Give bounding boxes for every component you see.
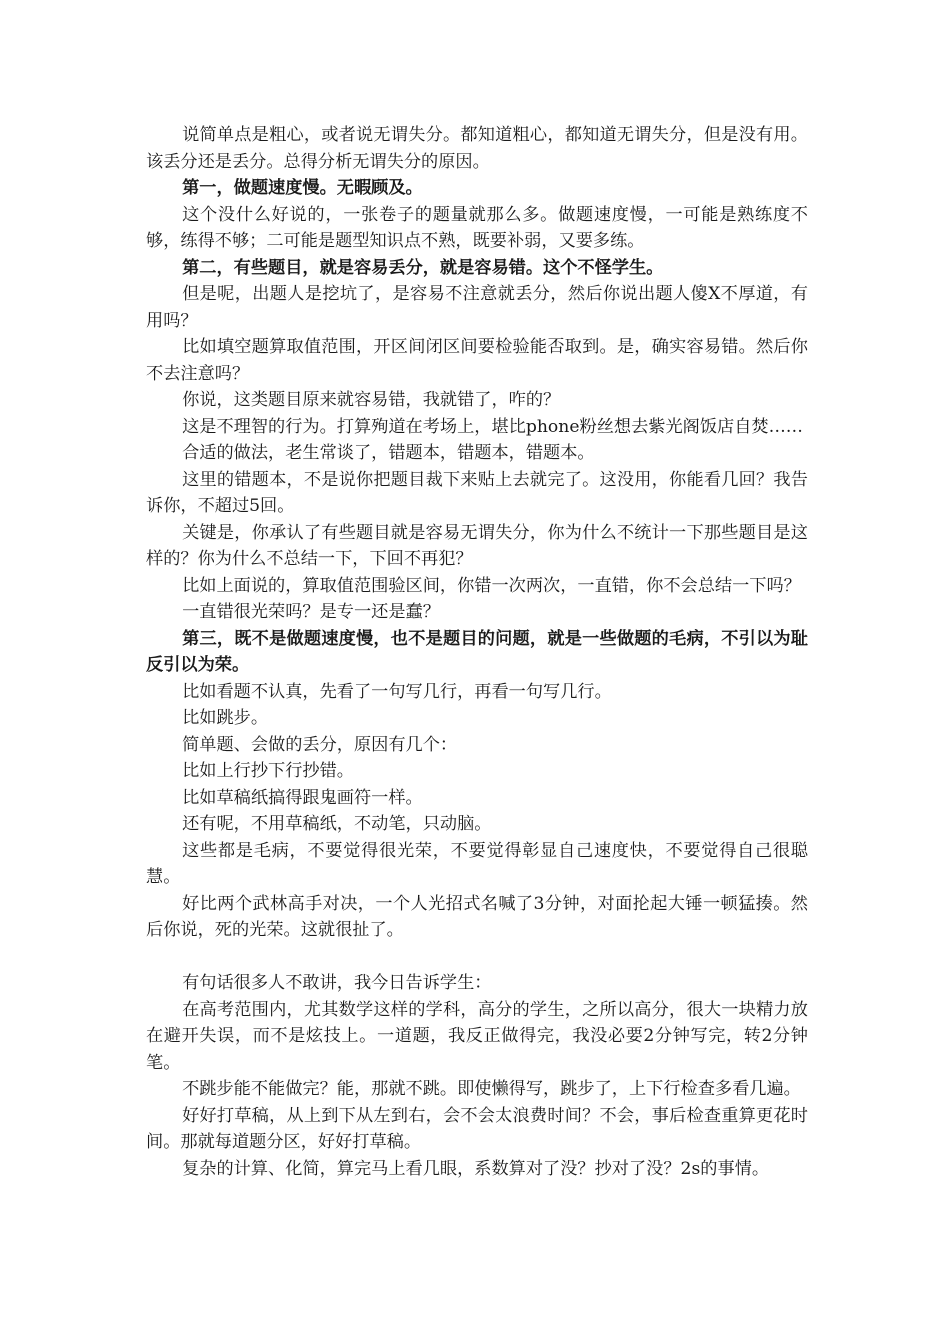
paragraph: 比如上面说的，算取值范围验区间，你错一次两次，一直错，你不会总结一下吗？ [182, 575, 801, 596]
paragraph: 合适的做法，老生常谈了，错题本，错题本，错题本。 [182, 443, 595, 463]
section-heading-third: 第三，既不是做题速度慢，也不是题目的问题，就是一些做题的毛病，不引以为耻反引以为荣。 [146, 628, 808, 675]
article-body [146, 122, 808, 1182]
paragraph: 比如填空题算取值范围，开区间闭区间要检验能否取到。是，确实容易错。然后你不去注意吗？ [146, 337, 808, 384]
paragraph: 比如跳步。 [182, 708, 269, 728]
section-heading-second: 第二，有些题目，就是容易丢分，就是容易错。这个不怪学生。 [182, 257, 664, 278]
paragraph: 但是呢，出题人是挖坑了，是容易不注意就丢分，然后你说出题人傻X不厚道，有用吗？ [146, 284, 808, 331]
paragraph: 这是不理智的行为。打算殉道在考场上，堪比phone粉丝想去紫光阁饭店自焚…… [182, 416, 803, 437]
paragraph: 比如上行抄下行抄错。 [182, 761, 354, 781]
paragraph: 复杂的计算、化简，算完马上看几眼，系数算对了没？抄对了没？2s的事情。 [182, 1158, 770, 1179]
paragraph: 这些都是毛病，不要觉得很光荣，不要觉得彰显自己速度快，不要觉得自己很聪慧。 [146, 840, 808, 887]
paragraph-spacer [146, 944, 808, 971]
paragraph: 好比两个武林高手对决，一个人光招式名喊了3分钟，对面抡起大锤一顿猛揍。然后你说，死的光荣。这就很扯了。 [146, 893, 808, 940]
paragraph: 不跳步能不能做完？能，那就不跳。即使懒得写，跳步了，上下行检查多看几遍。 [182, 1079, 801, 1099]
paragraph: 有句话很多人不敢讲，我今日告诉学生： [182, 973, 492, 993]
paragraph: 还有呢，不用草稿纸，不动笔，只动脑。 [182, 814, 492, 834]
paragraph: 这里的错题本，不是说你把题目裁下来贴上去就完了。这没用，你能看几回？我告诉你，不超过5回。 [146, 469, 808, 516]
paragraph: 在高考范围内，尤其数学这样的学科，高分的学生，之所以高分，很大一块精力放在避开失误，而不是炫技上。一道题，我反正做得完，我没必要2分钟写完，转2分钟笔。 [146, 999, 808, 1073]
paragraph: 好好打草稿，从上到下从左到右，会不会太浪费时间？不会，事后检查重算更花时间。那就每道题分区，好好打草稿。 [146, 1105, 808, 1152]
paragraph: 这个没什么好说的，一张卷子的题量就那么多。做题速度慢，一可能是熟练度不够，练得不够；二可能是题型知识点不熟，既要补弱，又要多练。 [146, 204, 808, 251]
paragraph: 一直错很光荣吗？是专一还是蠢？ [182, 602, 440, 622]
section-heading-first: 第一，做题速度慢。无暇顾及。 [182, 178, 423, 198]
paragraph: 你说，这类题目原来就容易错，我就错了，咋的？ [182, 390, 561, 410]
paragraph: 比如草稿纸搞得跟鬼画符一样。 [182, 787, 423, 808]
paragraph: 简单题、会做的丢分，原因有几个： [182, 734, 458, 755]
paragraph: 关键是，你承认了有些题目就是容易无谓失分，你为什么不统计一下那些题目是这样的？你为什么不总结一下，下回不再犯？ [146, 522, 808, 569]
paragraph: 说简单点是粗心，或者说无谓失分。都知道粗心，都知道无谓失分，但是没有用。该丢分还是丢分。总得分析无谓失分的原因。 [146, 125, 808, 172]
paragraph: 比如看题不认真，先看了一句写几行，再看一句写几行。 [182, 681, 612, 702]
